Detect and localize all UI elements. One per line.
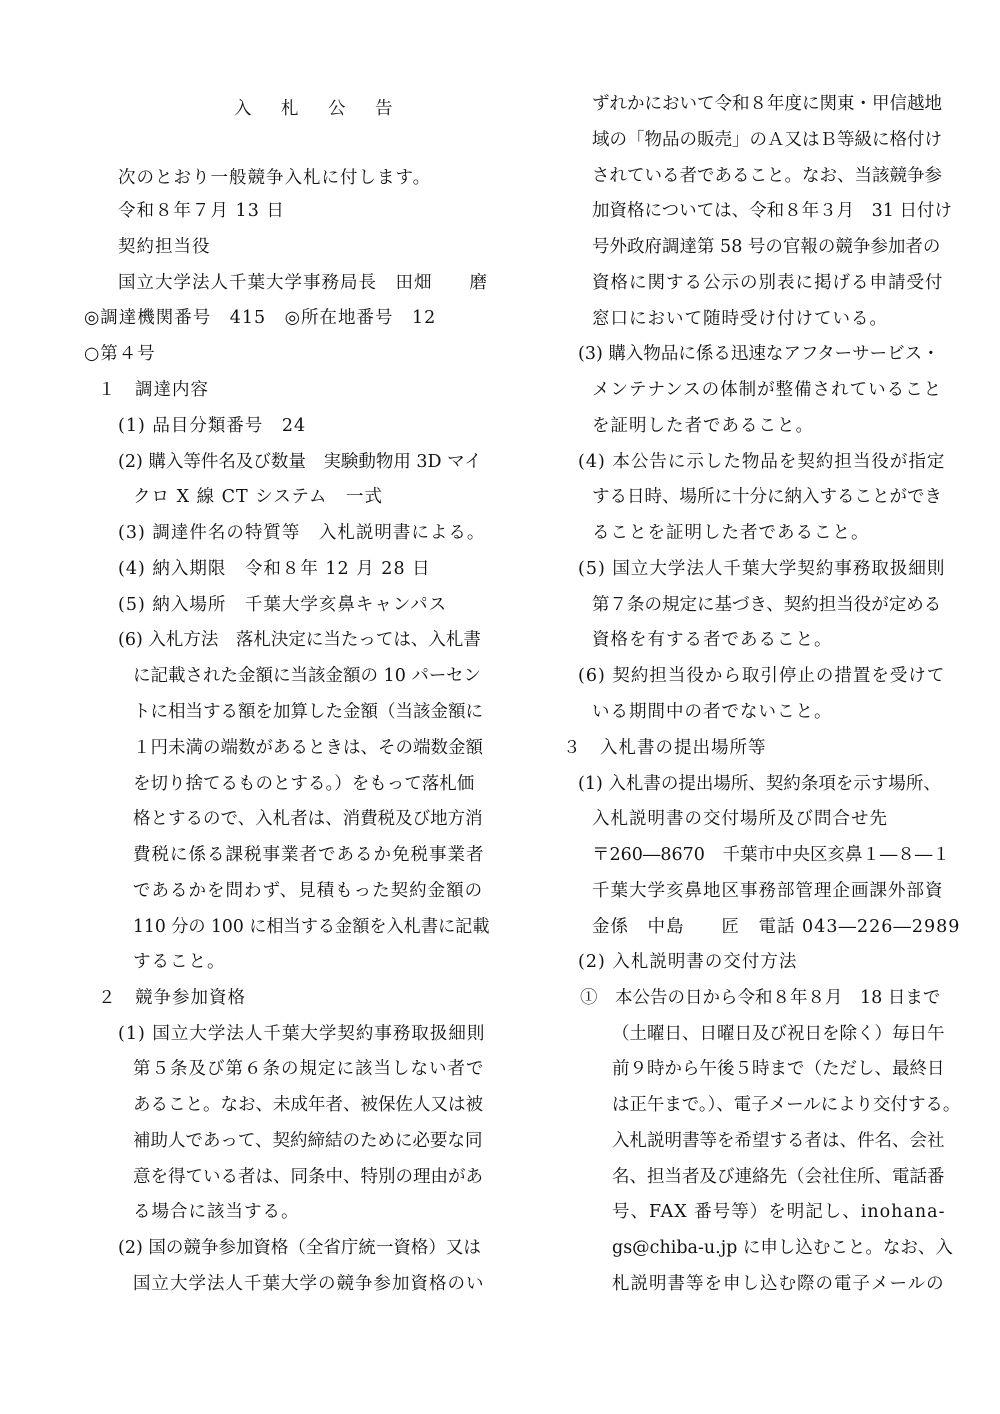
right-line-14: (5) 国立大学法人千葉大学契約事務取扱細則 <box>578 559 946 579</box>
right-line-23: 千葉大学亥鼻地区事務部管理企画課外部資 <box>592 881 944 901</box>
right-line-13: ることを証明した者であること。 <box>592 523 870 543</box>
right-line-12: する日時、場所に十分に納入することができ <box>592 487 942 507</box>
left-line-6: ○第４号 <box>84 344 156 364</box>
left-line-17: １円未満の端数があるときは、その端数金額 <box>133 738 483 758</box>
right-line-27: （土曜日、日曜日及び祝日を除く）毎日午 <box>612 1024 945 1044</box>
left-line-25: (1) 国立大学法人千葉大学契約事務取扱細則 <box>118 1024 486 1044</box>
left-line-13: (5) 納入場所 千葉大学亥鼻キャンパス <box>118 595 448 615</box>
left-line-31: (2) 国の競争参加資格（全省庁統一資格）又は <box>118 1238 481 1258</box>
right-line-3: されている者であること。なお、当該競争参 <box>592 166 942 186</box>
left-line-2: 令和８年７月 13 日 <box>118 201 285 221</box>
left-line-24: ２ 競争参加資格 <box>98 988 246 1008</box>
right-line-9: メンテナンスの体制が整備されていること <box>592 380 943 400</box>
right-line-25: (2) 入札説明書の交付方法 <box>578 952 798 972</box>
left-line-27: あること。なお、未成年者、被保佐人又は被 <box>133 1095 483 1115</box>
left-line-12: (4) 納入期限 令和８年 12 月 28 日 <box>118 559 431 579</box>
left-line-8: (1) 品目分類番号 24 <box>118 416 307 436</box>
right-line-26: ① 本公告の日から令和８年８月 18 日まで <box>580 988 941 1008</box>
left-line-4: 国立大学法人千葉大学事務局長 田畑 磨 <box>118 273 488 293</box>
left-line-10: クロ X 線 CT システム 一式 <box>133 487 384 507</box>
left-line-19: 格とするので、入札者は、消費税及び地方消 <box>133 809 483 829</box>
right-line-31: 名、担当者及び連絡先（会社住所、電話番 <box>612 1167 945 1187</box>
document-title: 入 札 公 告 <box>234 99 399 119</box>
left-line-18: を切り捨てるものとする。）をもって落札価 <box>133 774 475 794</box>
right-line-4: 加資格については、令和８年３月 31 日付け <box>592 201 952 221</box>
right-line-11: (4) 本公告に示した物品を契約担当役が指定 <box>578 452 946 472</box>
right-line-8: (3) 購入物品に係る迅速なアフターサービス・ <box>578 344 940 364</box>
right-line-10: を証明した者であること。 <box>592 416 814 436</box>
left-line-22: 110 分の 100 に相当する金額を入札書に記載 <box>133 917 490 937</box>
right-line-20: (1) 入札書の提出場所、契約条項を示す場所、 <box>578 774 941 794</box>
left-line-11: (3) 調達件名の特質等 入札説明書による。 <box>118 523 486 543</box>
right-line-21: 入札説明書の交付場所及び問合せ先 <box>592 809 888 829</box>
right-line-24: 金係 中島 匠 電話 043―226―2989 <box>592 917 961 937</box>
left-line-30: る場合に該当する。 <box>133 1202 300 1222</box>
right-line-16: 資格を有する者であること。 <box>592 630 833 650</box>
left-line-23: すること。 <box>133 952 226 972</box>
right-line-18: いる期間中の者でないこと。 <box>592 702 833 722</box>
right-line-7: 窓口において随時受け付けている。 <box>592 309 888 329</box>
left-line-21: であるかを問わず、見積もった契約金額の <box>133 881 484 901</box>
right-line-15: 第７条の規定に基づき、契約担当役が定める <box>592 595 942 615</box>
left-line-9: (2) 購入等件名及び数量 実験動物用 3D マイ <box>118 452 482 472</box>
right-line-30: 入札説明書等を希望する者は、件名、会社 <box>612 1131 945 1151</box>
right-line-17: (6) 契約担当役から取引停止の措置を受けて <box>578 666 946 686</box>
right-line-32: 号、FAX 番号等）を明記し、inohana- <box>612 1202 946 1222</box>
right-line-1: ずれかにおいて令和８年度に関東・甲信越地 <box>592 94 942 114</box>
right-line-22: 〒260―8670 千葉市中央区亥鼻１―８―１ <box>592 845 950 865</box>
right-line-6: 資格に関する公示の別表に掲げる申請受付 <box>592 273 944 293</box>
right-line-34: 札説明書等を申し込む際の電子メールの <box>612 1274 945 1294</box>
right-line-5: 号外政府調達第 58 号の官報の競争参加者の <box>592 237 941 257</box>
right-line-29: は正午まで。）、電子メールにより交付する。 <box>612 1095 961 1115</box>
left-line-32: 国立大学法人千葉大学の競争参加資格のい <box>133 1274 485 1294</box>
right-line-33: gs@chiba-u.jp に申し込むこと。なお、入 <box>612 1238 953 1258</box>
right-line-2: 域の「物品の販売」のＡ又はＢ等級に格付け <box>592 130 942 150</box>
left-line-5: ◎調達機関番号 415 ◎所在地番号 12 <box>84 308 437 328</box>
left-line-1: 次のとおり一般競争入札に付します。 <box>118 168 432 188</box>
left-line-14: (6) 入札方法 落札決定に当たっては、入札書 <box>118 630 481 650</box>
left-line-15: に記載された金額に当該金額の 10 パーセン <box>133 666 482 686</box>
left-line-20: 費税に係る課税事業者であるか免税事業者 <box>133 845 485 865</box>
right-line-28: 前９時から午後５時まで（ただし、最終日 <box>612 1059 945 1079</box>
left-line-7: １ 調達内容 <box>98 380 209 400</box>
left-line-26: 第５条及び第６条の規定に該当しない者で <box>133 1059 485 1079</box>
right-line-19: ３ 入札書の提出場所等 <box>563 738 767 758</box>
left-line-29: 意を得ている者は、同条中、特別の理由があ <box>133 1167 483 1187</box>
left-line-3: 契約担当役 <box>118 237 211 257</box>
left-line-16: トに相当する額を加算した金額（当該金額に <box>133 702 483 722</box>
left-line-28: 補助人であって、契約締結のために必要な同 <box>133 1131 483 1151</box>
